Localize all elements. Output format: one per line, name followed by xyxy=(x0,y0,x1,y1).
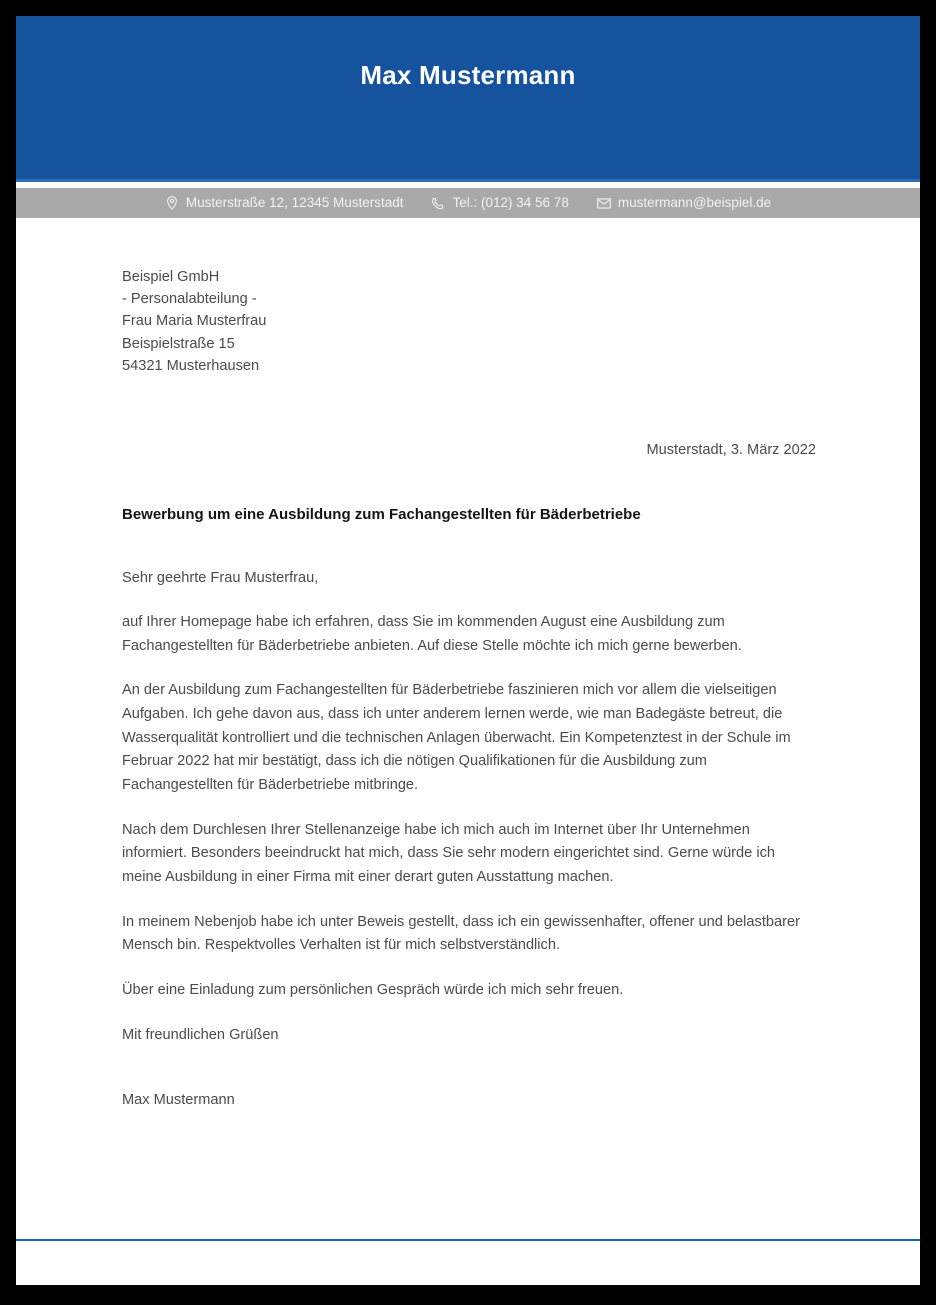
contact-address-text: Musterstraße 12, 12345 Musterstadt xyxy=(185,195,404,211)
salutation: Sehr geehrte Frau Musterfrau, xyxy=(122,569,319,586)
contact-item-address xyxy=(165,196,404,210)
letter-body xyxy=(16,266,920,1113)
letter-footer xyxy=(16,1239,920,1285)
contact-item-email xyxy=(597,196,771,210)
recipient-line: Beispielstraße 15 xyxy=(122,335,235,352)
body-paragraph: Nach dem Durchlesen Ihrer Stellenanzeige habe ich mich auch im Internet über Ihr Unternehmen informiert. Besonders beeindruckt hat mich, dass Sie sehr modern eingerichtet sind. Gerne würde ich meine Ausbildung in einer Firma mit einer derart guten Ausstattung machen. xyxy=(122,821,775,885)
contact-email-text: mustermann@beispiel.de xyxy=(617,195,772,211)
location-pin-icon xyxy=(165,196,179,210)
recipient-line: Beispiel GmbH xyxy=(122,269,220,285)
phone-icon xyxy=(432,196,446,210)
body-paragraph: In meinem Nebenjob habe ich unter Beweis gestellt, dass ich ein gewissenhafter, offener und belastbarer Mensch bin. Respektvolles Verhalten ist für mich selbstverständlich. xyxy=(122,913,800,954)
recipient-line: Frau Maria Musterfrau xyxy=(122,313,267,330)
letter-page xyxy=(16,16,920,1285)
contact-item-phone xyxy=(432,196,569,210)
body-paragraph: Über eine Einladung zum persönlichen Gespräch würde ich mich sehr freuen. xyxy=(122,981,624,998)
contact-bar xyxy=(16,188,920,218)
signature-name: Max Mustermann xyxy=(122,1092,235,1109)
recipient-address-block xyxy=(122,266,816,377)
recipient-line: 54321 Musterhausen xyxy=(122,357,260,374)
recipient-line: - Personalabteilung - xyxy=(122,291,257,308)
closing-line: Mit freundlichen Grüßen xyxy=(122,1027,279,1044)
envelope-icon xyxy=(597,196,611,210)
body-paragraph: auf Ihrer Homepage habe ich erfahren, dass Sie im kommenden August eine Ausbildung zum Fachangestellten für Bäderbetriebe anbieten. Auf diese Stelle möchte ich mich gerne bewerben. xyxy=(122,614,742,654)
footer-content xyxy=(16,1241,920,1263)
letter-header-band xyxy=(16,16,920,179)
date-line: Musterstadt, 3. März 2022 xyxy=(646,441,816,458)
subject-line: Bewerbung um eine Ausbildung zum Fachangestellten für Bäderbetriebe xyxy=(122,505,641,523)
contact-phone-text: Tel.: (012) 34 56 78 xyxy=(452,195,569,211)
letterhead-name: Max Mustermann xyxy=(360,59,576,90)
body-paragraph: An der Ausbildung zum Fachangestellten für Bäderbetriebe faszinieren mich vor allem die vielseitigen Aufgaben. Ich gehe davon aus, dass ich unter anderem lernen werde, wie man Badegäste betreut, die Wasserqualität kontrolliert und die technischen Anlagen überwacht. Ein Kompetenztest in der Schule im Februar 2022 hat mir bestätigt, dass ich die nötigen Qualifikationen für die Ausbildung zum Fachangestellten für Bäderbetriebe mitbringe. xyxy=(122,682,791,793)
